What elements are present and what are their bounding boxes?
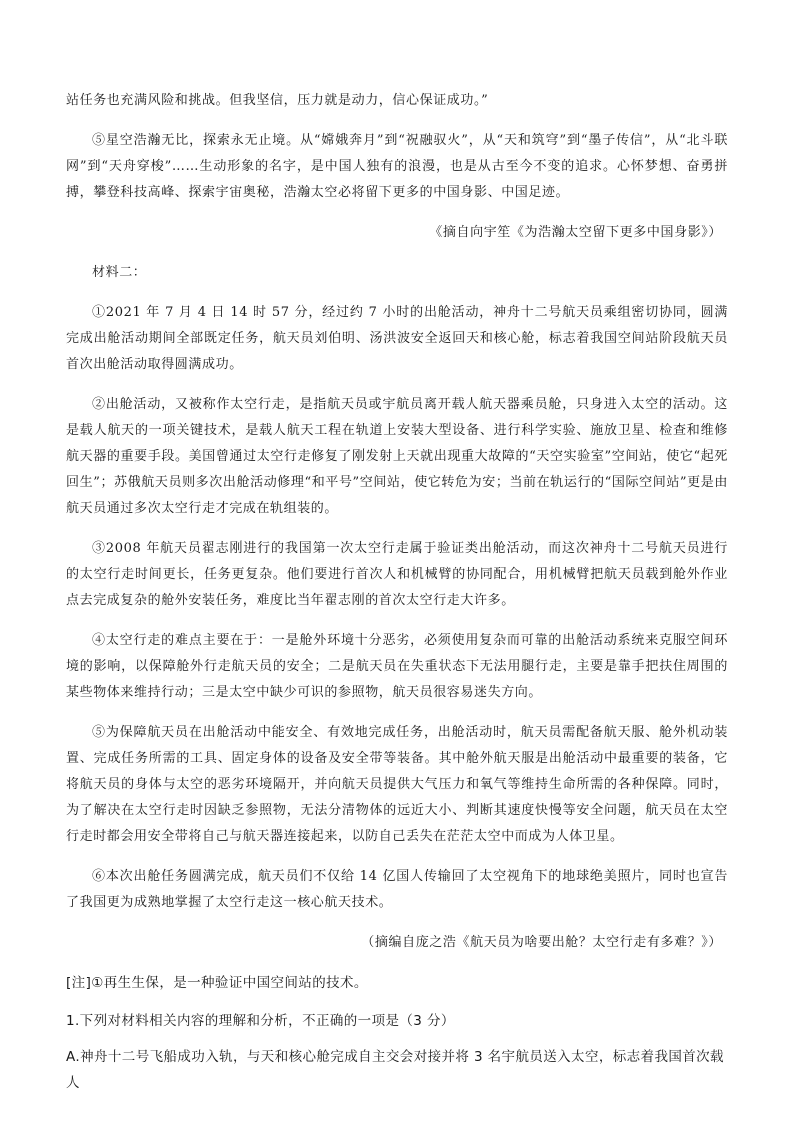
material2-paragraph-2: ②出舱活动，又被称作太空行走，是指航天员或宇航员离开载人航天器乘员舱，只身进入太空的活动。这是载人航天的一项关键技术，是载人航天工程在轨道上安装大型设备、进行科学实验、施放卫星、检查和维修航天器的重要手段。美国曾通过太空行走修复了刚发射上天就出现重大故障的“天空实验室”空间站，使它“起死回生”；苏俄航天员则多次出舱活动修理“和平号”空间站，使它转危为安；当前在轨运行的“国际空间站”更是由航天员通过多次太空行走才完成在轨组装的。 xyxy=(66,397,728,516)
material2-source: （摘编自庞之浩《航天员为啥要出舱？太空行走有多难？》） xyxy=(361,935,722,950)
footnote: [注]①再生生保，是一种验证中国空间站的技术。 xyxy=(66,975,368,991)
material2-paragraph-6: ⑥本次出舱任务圆满完成，航天员们不仅给 14 亿国人传输回了太空视角下的地球绝美照片，同时也宣告了我国更为成熟地掌握了太空行走这一核心航天技术。 xyxy=(66,869,728,910)
material2-paragraph-3: ③2008 年航天员翟志刚进行的我国第一次太空行走属于验证类出舱活动，而这次神舟十二号航天员进行的太空行走时间更长，任务更复杂。他们要进行首次人和机械臂的协同配合，用机械臂把航天员载到舱外作业点去完成复杂的舱外安装任务，难度比当年翟志刚的首次太空行走大许多。 xyxy=(66,541,728,608)
material2-paragraph-5: ⑤为保障航天员在出舱活动中能安全、有效地完成任务，出舱活动时，航天员需配备航天服、舱外机动装置、完成任务所需的工具、固定身体的设备及安全带等装备。其中舱外航天服是出舱活动中最重要的装备，它将航天员的身体与太空的恶劣环境隔开，并向航天员提供大气压力和氧气等维持生命所需的各种保障。同时，为了解决在太空行走时因缺乏参照物，无法分清物体的远近大小、判断其速度快慢等安全问题，航天员在太空行走时都会用安全带将自己与航天器连接起来，以防自己丢失在茫茫太空中而成为人体卫星。 xyxy=(66,725,728,844)
material1-paragraph-tail: 站任务也充满风险和挑战。但我坚信，压力就是动力，信心保证成功。” xyxy=(66,93,489,108)
question-stem: 1.下列对材料相关内容的理解和分析，不正确的一项是（3 分） xyxy=(66,1013,455,1029)
material1-source: 《摘自向宇笙《为浩瀚太空留下更多中国身影》） xyxy=(429,225,722,240)
material2-paragraph-4: ④太空行走的难点主要在于：一是舱外环境十分恶劣，必须使用复杂而可靠的出舱活动系统来克服空间环境的影响，以保障舱外行走航天员的安全；二是航天员在失重状态下无法用腿行走，主要是靠手把扶住周围的某些物体来维持行动；三是太空中缺少可识的参照物，航天员很容易迷失方向。 xyxy=(66,633,728,700)
material2-paragraph-1: ①2021 年 7 月 4 日 14 时 57 分，经过约 7 小时的出舱活动，神舟十二号航天员乘组密切协同，圆满完成出舱活动期间全部既定任务，航天员刘伯明、汤洪波安全返回天和核心舱，标志着我国空间站阶段航天员首次出舱活动取得圆满成功。 xyxy=(66,305,728,372)
material1-paragraph-5: ⑤星空浩瀚无比，探索永无止境。从“嫦娥奔月”到“祝融驭火”，从“天和筑穹”到“墨子传信”，从“北斗联网”到“天舟穿梭”……生动形象的名字，是中国人独有的浪漫，也是从古至今不变的追求。心怀梦想、奋勇拼搏，攀登科技高峰、探索宇宙奥秘，浩瀚太空必将留下更多的中国身影、中国足迹。 xyxy=(66,133,728,200)
question-option-a: A.神舟十二号飞船成功入轨，与天和核心舱完成自主交会对接并将 3 名宇航员送入太空，标志着我国首次载人 xyxy=(66,1049,724,1091)
material2-heading: 材料二： xyxy=(92,265,147,280)
